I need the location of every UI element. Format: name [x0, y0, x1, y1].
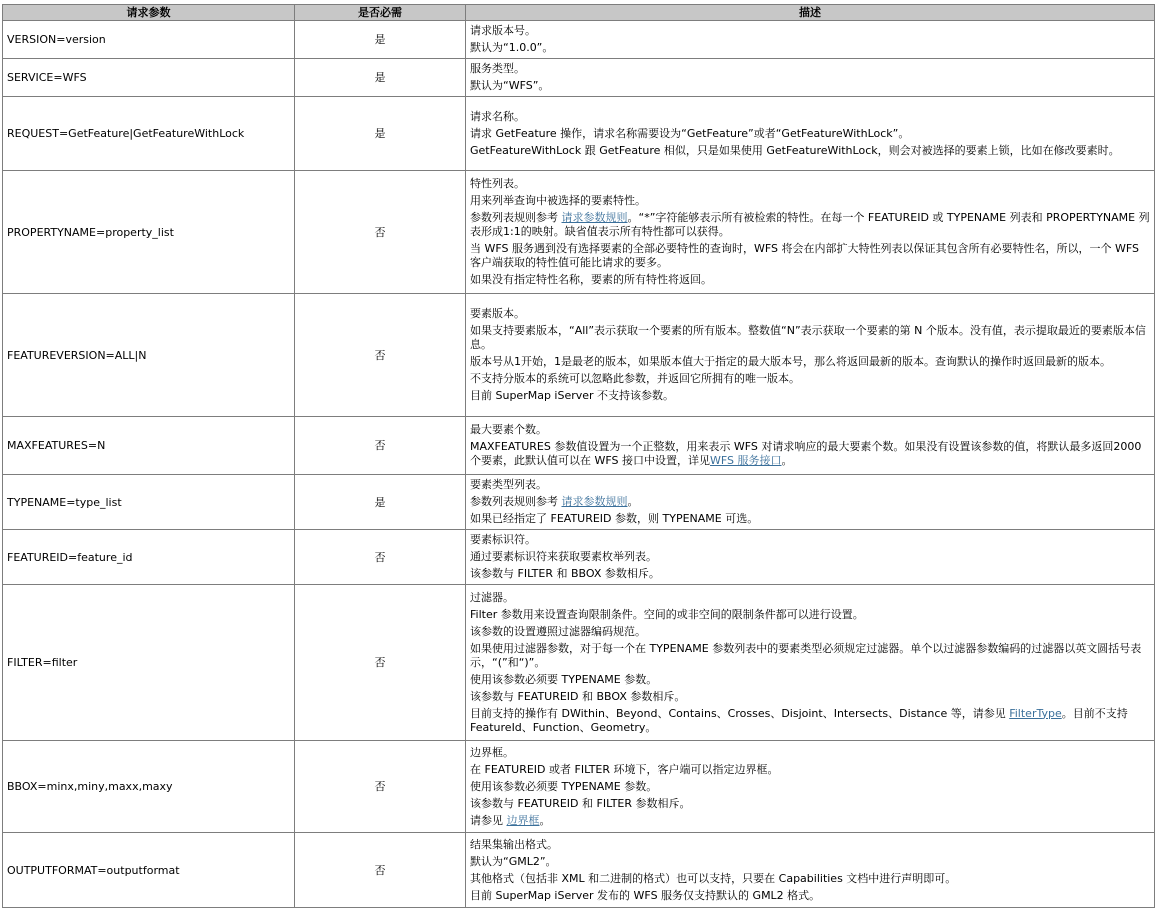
description-cell [466, 59, 1155, 97]
description-text: 结果集输出格式。 [470, 837, 558, 851]
description-line [470, 62, 1150, 76]
table-row [3, 294, 1155, 417]
table-row [3, 97, 1155, 171]
wfs-params-table [2, 4, 1155, 908]
description-line [470, 838, 1150, 852]
table-row [3, 417, 1155, 475]
description-text: 服务类型。 [470, 62, 525, 75]
param-cell: BBOX=minx,miny,maxx,maxy [3, 741, 295, 833]
description-line [470, 814, 1150, 828]
header-row [3, 5, 1155, 21]
description-line [470, 355, 1150, 369]
description-line [470, 273, 1150, 287]
description-cell [466, 833, 1155, 908]
description-line [470, 144, 1150, 158]
required-cell: 是 [295, 97, 466, 171]
required-cell: 否 [295, 417, 466, 475]
description-text: 版本号从1开始，1是最老的版本，如果版本值大于指定的最大版本号，那么将返回最新的版本。查询默认的操作时返回最新的版本。 [470, 355, 1111, 368]
description-line [470, 423, 1150, 437]
description-cell [466, 741, 1155, 833]
description-text: 请求 GetFeature 操作，请求名称需要设为“GetFeature”或者“GetFeatureWithLock”。 [470, 126, 910, 140]
description-line [470, 110, 1150, 124]
doc-link[interactable]: FilterType [1009, 706, 1062, 720]
doc-link[interactable]: 请求参数规则 [561, 495, 628, 508]
description-text: 目前 SuperMap iServer 发布的 WFS 服务仅支持默认的 GML2 格式。 [470, 888, 821, 902]
description-text: 参数列表规则参考 [470, 211, 562, 224]
description-line [470, 324, 1150, 352]
description-text: 。 [627, 495, 639, 508]
description-line [470, 372, 1150, 386]
doc-link[interactable]: 边界框 [506, 813, 540, 827]
description-text: 要素版本。 [470, 307, 525, 320]
description-cell [466, 21, 1155, 59]
description-line [470, 763, 1150, 777]
required-cell: 是 [295, 21, 466, 59]
description-line [470, 533, 1150, 547]
param-cell: FILTER=filter [3, 585, 295, 741]
description-text: 如果支持要素版本，“All”表示获取一个要素的所有版本。整数值“N”表示获取一个要素的第 N 个版本。没有值，表示提取最近的要素版本信息。 [470, 324, 1146, 351]
description-cell [466, 530, 1155, 585]
description-text: 默认为“GML2”。 [470, 854, 557, 868]
table-row [3, 21, 1155, 59]
param-cell: OUTPUTFORMAT=outputformat [3, 833, 295, 908]
description-text: 该参数的设置遵照过滤器编码规范。 [470, 624, 646, 638]
header-required: 是否必需 [295, 5, 466, 21]
description-cell [466, 585, 1155, 741]
description-line [470, 690, 1150, 704]
table-row [3, 59, 1155, 97]
description-line [470, 194, 1150, 208]
description-line [470, 41, 1150, 55]
description-line [470, 177, 1150, 191]
required-cell: 否 [295, 171, 466, 294]
description-text: 该参数与 FILTER 和 BBOX 参数相斥。 [470, 567, 660, 580]
description-line [470, 440, 1150, 468]
description-line [470, 79, 1150, 93]
description-cell [466, 171, 1155, 294]
description-line [470, 889, 1150, 903]
table-row [3, 741, 1155, 833]
description-line [470, 746, 1150, 760]
param-cell: TYPENAME=type_list [3, 475, 295, 530]
description-line [470, 242, 1150, 270]
description-text: 默认为“WFS”。 [470, 79, 550, 92]
description-line [470, 780, 1150, 794]
doc-link[interactable]: WFS 服务接口 [710, 454, 782, 467]
description-text: 要素标识符。 [470, 533, 536, 546]
description-text: 请求版本号。 [470, 24, 536, 37]
required-cell: 否 [295, 741, 466, 833]
description-text: 如果没有指定特性名称，要素的所有特性将返回。 [470, 273, 712, 286]
description-line [470, 495, 1150, 509]
description-cell [466, 97, 1155, 171]
description-cell [466, 417, 1155, 475]
description-text: MAXFEATURES 参数值设置为一个正整数，用来表示 WFS 对请求响应的最大要素个数。如果没有设置该参数的值，将默认最多返回2000个要素，此默认值可以在 WFS 接口中设置，详见 [470, 440, 1142, 467]
description-line [470, 307, 1150, 321]
required-cell: 是 [295, 59, 466, 97]
description-text: 特性列表。 [470, 177, 525, 190]
description-cell [466, 475, 1155, 530]
description-text: 当 WFS 服务遇到没有选择要素的全部必要特性的查询时，WFS 将会在内部扩大特性列表以保证其包含所有必要特性名，所以，一个 WFS 客户端获取的特性值可能比请求的要多。 [470, 242, 1139, 269]
description-line [470, 550, 1150, 564]
param-cell: REQUEST=GetFeature|GetFeatureWithLock [3, 97, 295, 171]
required-cell: 否 [295, 833, 466, 908]
param-cell: FEATUREVERSION=ALL|N [3, 294, 295, 417]
description-text: 使用该参数必须要 TYPENAME 参数。 [470, 672, 658, 686]
description-text: 。目前不支持 FeatureId、Function、Geometry。 [470, 706, 1128, 734]
required-cell: 否 [295, 530, 466, 585]
doc-link[interactable]: 请求参数规则 [561, 211, 628, 224]
description-text: GetFeatureWithLock 跟 GetFeature 相似，只是如果使用 GetFeatureWithLock，则会对被选择的要素上锁，比如在修改要素时。 [470, 143, 1120, 157]
description-text: 默认为“1.0.0”。 [470, 41, 554, 54]
description-text: 最大要素个数。 [470, 423, 547, 436]
description-line [470, 478, 1150, 492]
description-line [470, 872, 1150, 886]
required-cell: 是 [295, 475, 466, 530]
param-cell: MAXFEATURES=N [3, 417, 295, 475]
description-cell [466, 294, 1155, 417]
description-line [470, 591, 1150, 605]
description-line [470, 127, 1150, 141]
param-cell: VERSION=version [3, 21, 295, 59]
description-text: 要素类型列表。 [470, 478, 547, 491]
description-text: 不支持分版本的系统可以忽略此参数，并返回它所拥有的唯一版本。 [470, 372, 800, 385]
description-text: 如果已经指定了 FEATUREID 参数，则 TYPENAME 可选。 [470, 512, 759, 525]
description-text: 参数列表规则参考 [470, 495, 562, 508]
description-line [470, 211, 1150, 239]
description-text: 。 [539, 813, 551, 827]
description-line [470, 642, 1150, 670]
param-cell: FEATUREID=feature_id [3, 530, 295, 585]
description-text: 用来列举查询中被选择的要素特性。 [470, 194, 646, 207]
description-text: 。“*”字符能够表示所有被检索的特性。在每一个 FEATUREID 或 TYPENAME 列表和 PROPERTYNAME 列表形成1:1的映射。缺省值表示所有特性都可以获得。 [470, 211, 1150, 238]
description-text: 目前支持的操作有 DWithin、Beyond、Contains、Crosses、Disjoint、Intersects、Distance 等，请参见 [470, 706, 1010, 720]
description-text: 。 [781, 454, 793, 467]
table-row [3, 833, 1155, 908]
description-text: 其他格式（包括非 XML 和二进制的格式）也可以支持，只要在 Capabilities 文档中进行声明即可。 [470, 871, 957, 885]
description-text: 该参数与 FEATUREID 和 FILTER 参数相斥。 [470, 796, 691, 810]
description-text: 使用该参数必须要 TYPENAME 参数。 [470, 779, 658, 793]
description-line [470, 855, 1150, 869]
description-text: 该参数与 FEATUREID 和 BBOX 参数相斥。 [470, 689, 686, 703]
param-cell: SERVICE=WFS [3, 59, 295, 97]
description-line [470, 608, 1150, 622]
table-row [3, 530, 1155, 585]
description-text: 通过要素标识符来获取要素枚举列表。 [470, 550, 657, 563]
description-line [470, 625, 1150, 639]
description-line [470, 24, 1150, 38]
description-text: Filter 参数用来设置查询限制条件。空间的或非空间的限制条件都可以进行设置。 [470, 607, 864, 621]
description-line [470, 797, 1150, 811]
table-row [3, 475, 1155, 530]
description-line [470, 512, 1150, 526]
param-cell: PROPERTYNAME=property_list [3, 171, 295, 294]
required-cell: 否 [295, 294, 466, 417]
header-param: 请求参数 [3, 5, 295, 21]
description-line [470, 707, 1150, 735]
required-cell: 否 [295, 585, 466, 741]
description-text: 请求名称。 [470, 109, 525, 123]
table-row [3, 171, 1155, 294]
description-line [470, 673, 1150, 687]
description-text: 边界框。 [470, 745, 514, 759]
header-description: 描述 [466, 5, 1155, 21]
description-line [470, 389, 1150, 403]
description-text: 在 FEATUREID 或者 FILTER 环境下，客户端可以指定边界框。 [470, 762, 779, 776]
description-text: 如果使用过滤器参数，对于每一个在 TYPENAME 参数列表中的要素类型必须规定过滤器。单个以过滤器参数编码的过滤器以英文圆括号表示，“(”和“)”。 [470, 641, 1142, 669]
description-line [470, 567, 1150, 581]
description-text: 过滤器。 [470, 590, 514, 604]
table-row [3, 585, 1155, 741]
description-text: 目前 SuperMap iServer 不支持该参数。 [470, 389, 675, 402]
description-text: 请参见 [470, 813, 507, 827]
